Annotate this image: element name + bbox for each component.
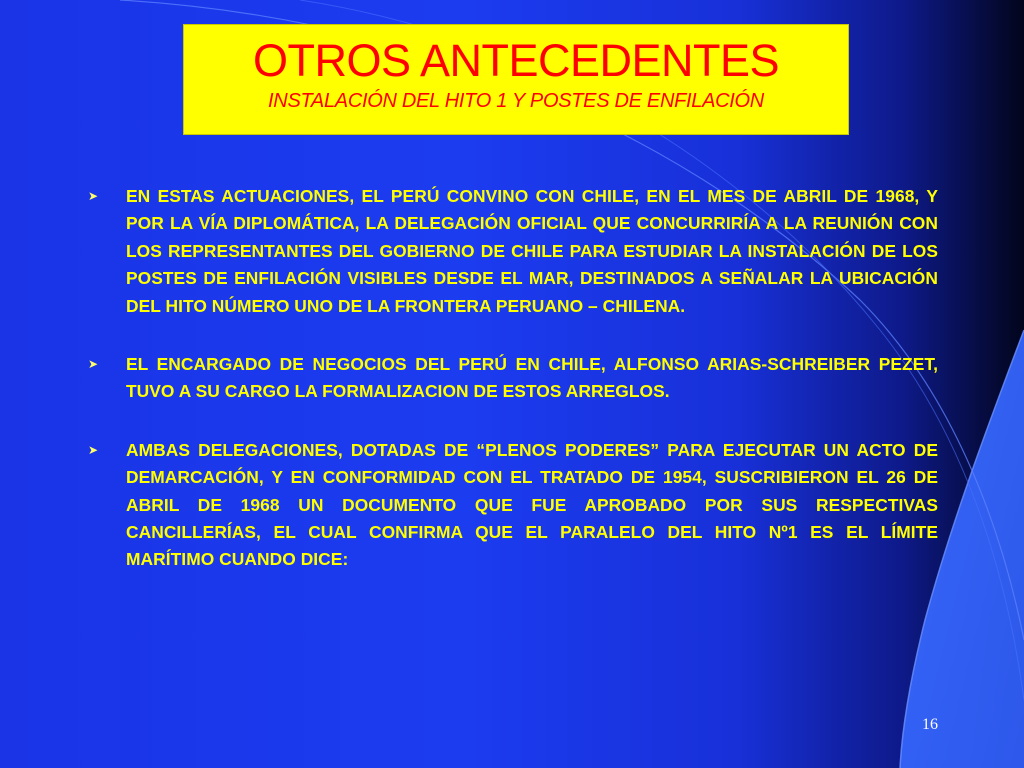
bullet-item bbox=[88, 183, 938, 320]
bullet-text: AMBAS DELEGACIONES, DOTADAS DE “PLENOS PODERES” PARA EJECUTAR UN ACTO DE DEMARCACIÓN, Y EN CONFORMIDAD CON EL TRATADO DE 1954, SUSCRIBIERON EL 26 DE ABRIL DE 1968 UN DOCUMENTO QUE FUE APROBADO POR SUS RESPECTIVAS CANCILLERÍAS, EL CUAL CONFIRMA QUE EL PARALELO DEL HITO Nº1 ES EL LÍMITE MARÍTIMO CUANDO DICE: bbox=[126, 439, 938, 570]
arrow-bullet-icon: ➤ bbox=[88, 357, 99, 372]
arrow-bullet-icon: ➤ bbox=[88, 442, 99, 457]
bullet-text: EL ENCARGADO DE NEGOCIOS DEL PERÚ EN CHILE, ALFONSO ARIAS-SCHREIBER PEZET, TUVO A SU CARGO LA FORMALIZACION DE ESTOS ARREGLOS. bbox=[126, 354, 938, 402]
slide-subtitle: INSTALACIÓN DEL HITO 1 Y POSTES DE ENFILACIÓN bbox=[268, 90, 764, 112]
arrow-bullet-icon: ➤ bbox=[88, 189, 99, 203]
bullet-item bbox=[88, 351, 938, 406]
slide-title: OTROS ANTECEDENTES bbox=[252, 35, 780, 86]
page-number: 16 bbox=[922, 716, 938, 733]
bullet-list bbox=[88, 183, 938, 605]
bullet-text: EN ESTAS ACTUACIONES, EL PERÚ CONVINO CON CHILE, EN EL MES DE ABRIL DE 1968, Y POR LA VÍA DIPLOMÁTICA, LA DELEGACIÓN OFICIAL QUE CONCURRIRÍA A LA REUNIÓN CON LOS REPRESENTANTES DEL GOBIERNO DE CHILE PARA ESTUDIAR LA INSTALACIÓN DE LOS POSTES DE ENFILACIÓN VISIBLES DESDE EL MAR, DESTINADOS A SEÑALAR LA UBICACIÓN DEL HITO NÚMERO UNO DE LA FRONTERA PERUANO – CHILENA. bbox=[126, 186, 938, 316]
bullet-item bbox=[88, 437, 938, 574]
title-box bbox=[183, 24, 849, 135]
